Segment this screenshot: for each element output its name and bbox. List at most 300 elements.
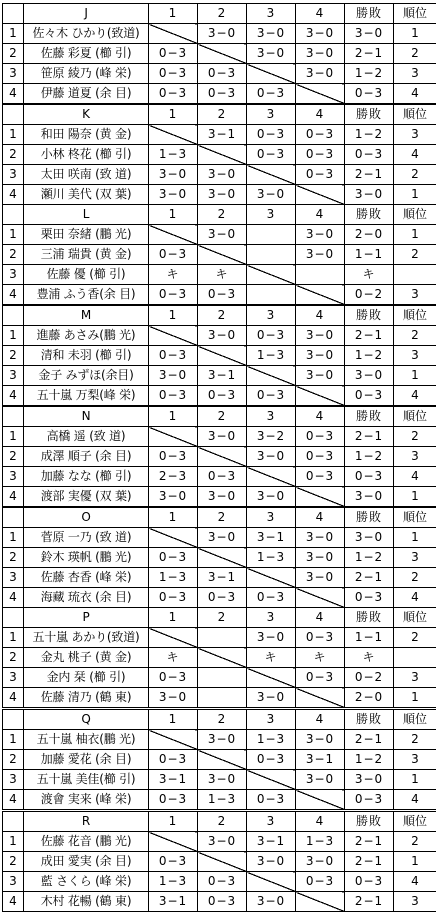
self-match-cell: [247, 165, 296, 185]
win-loss-record: 2−1: [345, 326, 394, 346]
match-score: 2−3: [149, 467, 198, 487]
group-block-p: [2, 607, 434, 705]
header-rank: 順位: [394, 812, 436, 832]
header-opponent-2: 2: [198, 105, 247, 125]
player-number: 2: [3, 245, 24, 265]
header-opponent-2: 2: [198, 710, 247, 730]
header-record: 勝敗: [345, 710, 394, 730]
header-opponent-1: 1: [149, 4, 198, 24]
group-table: [2, 811, 436, 912]
win-loss-record: 2−1: [345, 427, 394, 447]
header-opponent-4: 4: [296, 812, 345, 832]
match-score: 3−0: [296, 44, 345, 64]
match-score: 0−3: [296, 145, 345, 165]
win-loss-record: 3−0: [345, 366, 394, 386]
match-score: 3−0: [296, 730, 345, 750]
match-score: 3−0: [198, 165, 247, 185]
match-score: 0−3: [149, 346, 198, 366]
final-rank: 3: [394, 892, 436, 912]
header-record: 勝敗: [345, 508, 394, 528]
match-score: 0−3: [149, 790, 198, 810]
final-rank: 1: [394, 528, 436, 548]
win-loss-record: 2−1: [345, 44, 394, 64]
player-name: 海藏 琉衣 (余 目): [24, 588, 149, 608]
final-rank: 3: [394, 346, 436, 366]
group-header-row: [3, 508, 436, 528]
self-match-cell: [247, 770, 296, 790]
header-blank: [3, 407, 24, 427]
player-number: 4: [3, 386, 24, 406]
player-number: 3: [3, 770, 24, 790]
match-score: 0−3: [296, 125, 345, 145]
player-row: [3, 628, 436, 648]
self-match-cell: [296, 487, 345, 507]
player-number: 2: [3, 648, 24, 668]
header-opponent-1: 1: [149, 407, 198, 427]
match-score: 1−3: [247, 730, 296, 750]
win-loss-record: 3−0: [345, 487, 394, 507]
header-opponent-2: 2: [198, 608, 247, 628]
match-score: キ: [296, 648, 345, 668]
match-score: 0−3: [149, 548, 198, 568]
match-score: 0−3: [198, 588, 247, 608]
player-row: [3, 24, 436, 44]
header-opponent-3: 3: [247, 812, 296, 832]
match-score: 3−1: [247, 528, 296, 548]
self-match-cell: [198, 548, 247, 568]
player-number: 4: [3, 892, 24, 912]
player-name: 五十嵐 柚衣(鵬 光): [24, 730, 149, 750]
player-name: 清和 未羽 (櫛 引): [24, 346, 149, 366]
match-score: 3−0: [247, 447, 296, 467]
header-opponent-3: 3: [247, 608, 296, 628]
win-loss-record: 3−0: [345, 528, 394, 548]
player-row: [3, 548, 436, 568]
final-rank: [394, 265, 436, 285]
final-rank: 4: [394, 386, 436, 406]
match-score: 3−0: [296, 346, 345, 366]
win-loss-record: 0−2: [345, 668, 394, 688]
player-number: 1: [3, 125, 24, 145]
header-record: 勝敗: [345, 407, 394, 427]
match-score: 0−3: [296, 467, 345, 487]
player-number: 1: [3, 326, 24, 346]
header-blank: [3, 710, 24, 730]
final-rank: 1: [394, 770, 436, 790]
player-row: [3, 427, 436, 447]
player-name: 和田 陽奈 (黄 金): [24, 125, 149, 145]
player-name: 進藤 あさみ(鵬 光): [24, 326, 149, 346]
player-row: [3, 588, 436, 608]
player-row: [3, 265, 436, 285]
match-score: 3−0: [149, 185, 198, 205]
final-rank: 2: [394, 832, 436, 852]
match-score: 3−1: [149, 770, 198, 790]
header-opponent-2: 2: [198, 812, 247, 832]
header-rank: 順位: [394, 306, 436, 326]
match-score: 0−3: [198, 467, 247, 487]
group-label: O: [24, 508, 149, 528]
match-score: 0−3: [247, 84, 296, 104]
player-row: [3, 832, 436, 852]
player-name: 豊浦 ふう香(余 目): [24, 285, 149, 305]
header-opponent-1: 1: [149, 608, 198, 628]
win-loss-record: キ: [345, 265, 394, 285]
group-block-l: [2, 204, 434, 302]
match-score: 3−0: [149, 366, 198, 386]
self-match-cell: [296, 588, 345, 608]
match-score: 0−3: [247, 386, 296, 406]
player-row: [3, 852, 436, 872]
match-score: キ: [149, 265, 198, 285]
final-rank: 4: [394, 145, 436, 165]
match-score: 3−0: [198, 427, 247, 447]
header-opponent-2: 2: [198, 508, 247, 528]
group-header-row: [3, 812, 436, 832]
final-rank: 3: [394, 64, 436, 84]
final-rank: 1: [394, 688, 436, 708]
player-name: 伊藤 道夏 (余 目): [24, 84, 149, 104]
self-match-cell: [149, 24, 198, 44]
win-loss-record: 2−1: [345, 892, 394, 912]
player-row: [3, 125, 436, 145]
match-score: 0−3: [296, 427, 345, 447]
player-row: [3, 165, 436, 185]
match-score: 0−3: [149, 84, 198, 104]
win-loss-record: 1−2: [345, 548, 394, 568]
player-name: 金丸 桃子 (黄 金): [24, 648, 149, 668]
win-loss-record: 2−0: [345, 225, 394, 245]
win-loss-record: 2−1: [345, 832, 394, 852]
win-loss-record: 1−2: [345, 750, 394, 770]
self-match-cell: [149, 125, 198, 145]
player-name: 佐藤 花音 (鵬 光): [24, 832, 149, 852]
match-score: 0−3: [247, 588, 296, 608]
match-score: 0−3: [149, 386, 198, 406]
self-match-cell: [149, 832, 198, 852]
match-score: 0−3: [247, 790, 296, 810]
final-rank: 2: [394, 568, 436, 588]
player-number: 4: [3, 185, 24, 205]
final-rank: 1: [394, 225, 436, 245]
match-score: 3−0: [296, 225, 345, 245]
group-block-j: [2, 3, 434, 101]
player-number: 2: [3, 750, 24, 770]
group-block-m: [2, 305, 434, 403]
match-score: キ: [198, 265, 247, 285]
match-score: 1−3: [247, 346, 296, 366]
match-score: 0−3: [247, 326, 296, 346]
self-match-cell: [149, 730, 198, 750]
header-blank: [3, 4, 24, 24]
match-score: 3−1: [198, 366, 247, 386]
self-match-cell: [247, 366, 296, 386]
header-opponent-3: 3: [247, 710, 296, 730]
win-loss-record: 2−1: [345, 730, 394, 750]
player-row: [3, 730, 436, 750]
final-rank: 3: [394, 668, 436, 688]
player-number: 2: [3, 145, 24, 165]
self-match-cell: [198, 346, 247, 366]
player-number: 1: [3, 225, 24, 245]
header-rank: 順位: [394, 105, 436, 125]
self-match-cell: [247, 64, 296, 84]
self-match-cell: [296, 790, 345, 810]
group-header-row: [3, 306, 436, 326]
player-row: [3, 568, 436, 588]
match-score: 3−0: [296, 366, 345, 386]
match-score: 1−3: [296, 832, 345, 852]
player-name: 佐藤 杏香 (峰 栄): [24, 568, 149, 588]
header-opponent-3: 3: [247, 105, 296, 125]
player-row: [3, 668, 436, 688]
final-rank: 2: [394, 326, 436, 346]
final-rank: 2: [394, 730, 436, 750]
player-row: [3, 346, 436, 366]
self-match-cell: [296, 892, 345, 912]
win-loss-record: 1−1: [345, 628, 394, 648]
header-opponent-2: 2: [198, 306, 247, 326]
match-score: [247, 285, 296, 305]
match-score: 3−0: [247, 852, 296, 872]
player-name: 藍 さくら (峰 栄): [24, 872, 149, 892]
player-name: 五十嵐 あかり(致道): [24, 628, 149, 648]
win-loss-record: 3−0: [345, 770, 394, 790]
match-score: [296, 265, 345, 285]
player-number: 1: [3, 730, 24, 750]
player-row: [3, 44, 436, 64]
player-row: [3, 84, 436, 104]
self-match-cell: [296, 386, 345, 406]
win-loss-record: 2−1: [345, 165, 394, 185]
match-score: 3−0: [296, 326, 345, 346]
match-score: 3−0: [247, 628, 296, 648]
match-score: 3−1: [149, 892, 198, 912]
match-score: 3−0: [247, 487, 296, 507]
match-score: 3−0: [247, 688, 296, 708]
player-number: 1: [3, 628, 24, 648]
player-number: 2: [3, 548, 24, 568]
player-row: [3, 892, 436, 912]
final-rank: 1: [394, 24, 436, 44]
header-rank: 順位: [394, 608, 436, 628]
match-score: 3−0: [198, 225, 247, 245]
group-label: P: [24, 608, 149, 628]
match-score: [247, 245, 296, 265]
match-score: 0−3: [296, 447, 345, 467]
match-score: 0−3: [149, 668, 198, 688]
match-score: 0−3: [149, 44, 198, 64]
win-loss-record: 3−0: [345, 185, 394, 205]
header-opponent-3: 3: [247, 306, 296, 326]
match-score: 0−3: [149, 64, 198, 84]
final-rank: 3: [394, 548, 436, 568]
header-blank: [3, 205, 24, 225]
header-blank: [3, 508, 24, 528]
player-name: 佐藤 優 (櫛 引): [24, 265, 149, 285]
self-match-cell: [149, 326, 198, 346]
win-loss-record: 0−3: [345, 145, 394, 165]
win-loss-record: キ: [345, 648, 394, 668]
group-label: Q: [24, 710, 149, 730]
player-row: [3, 285, 436, 305]
match-score: 3−0: [198, 24, 247, 44]
match-score: 3−0: [296, 568, 345, 588]
player-number: 4: [3, 285, 24, 305]
header-blank: [3, 105, 24, 125]
header-opponent-4: 4: [296, 710, 345, 730]
match-score: 0−3: [247, 145, 296, 165]
final-rank: [394, 648, 436, 668]
match-score: 3−0: [198, 528, 247, 548]
player-number: 1: [3, 832, 24, 852]
match-score: 3−0: [198, 832, 247, 852]
match-score: [247, 225, 296, 245]
self-match-cell: [149, 427, 198, 447]
player-number: 3: [3, 668, 24, 688]
self-match-cell: [198, 852, 247, 872]
match-score: 1−3: [247, 548, 296, 568]
player-number: 1: [3, 24, 24, 44]
group-block-o: [2, 507, 434, 605]
player-name: 佐々木 ひかり(致道): [24, 24, 149, 44]
player-row: [3, 366, 436, 386]
player-row: [3, 225, 436, 245]
player-row: [3, 185, 436, 205]
player-name: 五十嵐 美佳(櫛 引): [24, 770, 149, 790]
player-name: 鈴木 瑛帆 (鵬 光): [24, 548, 149, 568]
player-row: [3, 326, 436, 346]
player-name: 小林 柊花 (櫛 引): [24, 145, 149, 165]
header-rank: 順位: [394, 407, 436, 427]
self-match-cell: [149, 225, 198, 245]
match-score: 0−3: [198, 386, 247, 406]
header-opponent-2: 2: [198, 407, 247, 427]
self-match-cell: [149, 628, 198, 648]
header-record: 勝敗: [345, 812, 394, 832]
group-block-n: [2, 406, 434, 504]
final-rank: 2: [394, 427, 436, 447]
win-loss-record: 0−3: [345, 872, 394, 892]
group-label: K: [24, 105, 149, 125]
group-table: [2, 204, 436, 305]
final-rank: 1: [394, 852, 436, 872]
player-number: 3: [3, 467, 24, 487]
player-name: 菅原 一乃 (致 道): [24, 528, 149, 548]
group-header-row: [3, 4, 436, 24]
match-score: 3−1: [198, 125, 247, 145]
match-score: 3−1: [198, 568, 247, 588]
header-opponent-1: 1: [149, 508, 198, 528]
player-row: [3, 750, 436, 770]
player-number: 4: [3, 790, 24, 810]
match-score: 0−3: [149, 447, 198, 467]
match-score: 3−0: [296, 852, 345, 872]
group-table: [2, 406, 436, 507]
header-opponent-4: 4: [296, 105, 345, 125]
player-number: 2: [3, 447, 24, 467]
match-score: 0−3: [198, 84, 247, 104]
header-opponent-3: 3: [247, 4, 296, 24]
header-opponent-3: 3: [247, 205, 296, 225]
win-loss-record: 1−2: [345, 64, 394, 84]
match-score: 0−3: [149, 245, 198, 265]
self-match-cell: [247, 568, 296, 588]
match-score: 0−3: [247, 750, 296, 770]
win-loss-record: 0−2: [345, 285, 394, 305]
header-opponent-4: 4: [296, 306, 345, 326]
player-name: 高橋 遥 (致 道): [24, 427, 149, 447]
player-number: 3: [3, 165, 24, 185]
self-match-cell: [198, 648, 247, 668]
self-match-cell: [247, 872, 296, 892]
match-score: 0−3: [149, 588, 198, 608]
player-number: 4: [3, 688, 24, 708]
header-opponent-3: 3: [247, 407, 296, 427]
match-score: 0−3: [149, 285, 198, 305]
win-loss-record: 1−2: [345, 125, 394, 145]
player-number: 3: [3, 366, 24, 386]
win-loss-record: 2−1: [345, 568, 394, 588]
player-name: 成澤 順子 (余 目): [24, 447, 149, 467]
self-match-cell: [198, 750, 247, 770]
group-table: [2, 104, 436, 205]
header-opponent-1: 1: [149, 812, 198, 832]
player-row: [3, 386, 436, 406]
match-score: 3−2: [247, 427, 296, 447]
player-number: 1: [3, 427, 24, 447]
group-header-row: [3, 407, 436, 427]
group-table: [2, 507, 436, 608]
player-name: 三浦 瑞貴 (黄 金): [24, 245, 149, 265]
self-match-cell: [198, 145, 247, 165]
group-table: [2, 3, 436, 104]
player-number: 2: [3, 852, 24, 872]
self-match-cell: [198, 447, 247, 467]
group-block-k: [2, 104, 434, 202]
header-opponent-4: 4: [296, 4, 345, 24]
player-number: 3: [3, 265, 24, 285]
self-match-cell: [247, 467, 296, 487]
player-name: 栗田 奈緒 (鵬 光): [24, 225, 149, 245]
match-score: 3−0: [149, 487, 198, 507]
player-number: 1: [3, 528, 24, 548]
win-loss-record: 1−2: [345, 346, 394, 366]
final-rank: 2: [394, 165, 436, 185]
win-loss-record: 0−3: [345, 386, 394, 406]
group-label: R: [24, 812, 149, 832]
player-row: [3, 790, 436, 810]
group-table: [2, 305, 436, 406]
player-number: 4: [3, 84, 24, 104]
player-row: [3, 447, 436, 467]
player-name: 太田 咲南 (致 道): [24, 165, 149, 185]
win-loss-record: 3−0: [345, 24, 394, 44]
header-record: 勝敗: [345, 306, 394, 326]
match-score: 3−0: [198, 487, 247, 507]
match-score: 3−0: [247, 24, 296, 44]
self-match-cell: [149, 528, 198, 548]
header-record: 勝敗: [345, 205, 394, 225]
final-rank: 1: [394, 185, 436, 205]
match-score: [198, 668, 247, 688]
match-score: 0−3: [149, 750, 198, 770]
player-number: 2: [3, 346, 24, 366]
win-loss-record: 1−2: [345, 447, 394, 467]
match-score: 3−0: [247, 44, 296, 64]
match-score: 0−3: [149, 852, 198, 872]
header-opponent-1: 1: [149, 306, 198, 326]
